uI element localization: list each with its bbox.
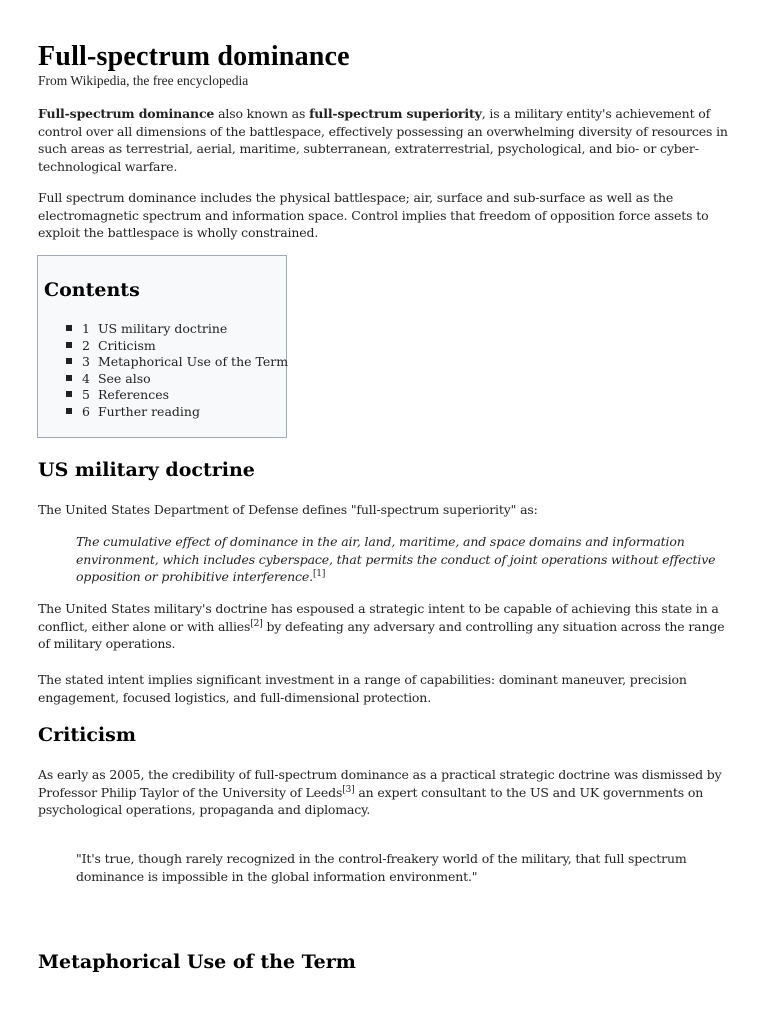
citation-link[interactable]: [3] — [342, 784, 355, 795]
toc-item-number: 1 — [82, 321, 90, 336]
intro-term2-bold: full-spectrum superiority — [309, 106, 482, 121]
toc-item-number: 5 — [82, 387, 90, 403]
section-heading-metaphorical-use: Metaphorical Use of the Term — [38, 951, 356, 973]
dod-definition-quote — [76, 533, 716, 586]
intro-paragraph — [38, 105, 738, 175]
toc-item-label[interactable]: Further reading — [97, 403, 200, 419]
toc-item[interactable] — [66, 321, 288, 338]
toc-item-number: 4 — [82, 370, 90, 386]
toc-item-label[interactable]: Metaphorical Use of the Term — [97, 354, 289, 370]
toc-title: Contents — [44, 279, 140, 301]
section-heading-criticism: Criticism — [38, 724, 136, 746]
doctrine-lead: The United States Department of Defense defines "full-spectrum superiority" as: — [38, 502, 538, 517]
bullet-icon — [66, 408, 72, 414]
doctrine-paragraph — [38, 600, 738, 653]
bullet-icon — [66, 391, 72, 397]
bullet-icon — [66, 325, 72, 331]
table-of-contents — [37, 255, 287, 438]
bullet-icon — [66, 358, 72, 364]
intro-term-bold: Full-spectrum dominance — [38, 106, 215, 121]
toc-item-label[interactable]: References — [97, 387, 170, 403]
toc-item[interactable] — [66, 354, 288, 371]
bullet-icon — [66, 342, 72, 348]
doctrine-text: The United States military's doctrine has espoused a strategic intent to be capable of achieving this state in a conflict, either alone or with allies — [38, 601, 719, 634]
toc-item[interactable] — [66, 387, 288, 404]
criticism-text-rest: an expert consultant to the US and UK governments on psychological operations, propaganda and diplomacy. — [38, 784, 704, 817]
page-subtitle: From Wikipedia, the free encyclopedia — [38, 73, 249, 88]
intro-text-rest: , is a military entity's achievement of control over all dimensions of the battlespace, effectively possessing an overwhelming diversity of resources in such areas as terrestrial, aerial, maritime, subterranean, extraterrestrial, psychological, and bio- or cyber-technological warfare. — [38, 106, 728, 174]
bullet-icon — [66, 375, 72, 381]
toc-item-number: 6 — [82, 403, 90, 419]
toc-item-number: 2 — [82, 337, 90, 353]
paragraph-battlespace: Full spectrum dominance includes the physical battlespace; air, surface and sub-surface as well as the electromagnetic spectrum and information space. Control implies that freedom of opposition force assets to exploit the battlespace is wholly constrained. — [38, 190, 709, 240]
criticism-paragraph — [38, 766, 738, 819]
citation-link[interactable]: [2] — [250, 618, 263, 629]
toc-item-label[interactable]: See also — [97, 370, 151, 386]
toc-item[interactable] — [66, 338, 288, 355]
citation-link[interactable]: [1] — [312, 568, 326, 579]
toc-item[interactable] — [66, 404, 288, 421]
toc-item-number: 3 — [82, 354, 90, 370]
section-heading-us-military-doctrine: US military doctrine — [38, 459, 255, 481]
capabilities-paragraph: The stated intent implies significant investment in a range of capabilities: dominant maneuver, precision engagement, focused logistics, and full-dimensional protection. — [38, 672, 687, 705]
intro-text: also known as — [214, 106, 310, 121]
page-title: Full-spectrum dominance — [38, 41, 350, 72]
criticism-text: As early as 2005, the credibility of full-spectrum dominance as a practical strategic doctrine was dismissed by Professor Philip Taylor of the University of Leeds — [38, 767, 722, 800]
taylor-quote: "It's true, though rarely recognized in the control-freakery world of the military, that full spectrum dominance is impossible in the global information environment." — [76, 851, 687, 884]
toc-item[interactable] — [66, 371, 288, 388]
toc-item-label[interactable]: US military doctrine — [97, 321, 228, 336]
toc-item-label[interactable]: Criticism — [97, 337, 156, 353]
toc-list — [66, 321, 288, 421]
doctrine-text-rest: by defeating any adversary and controlling any situation across the range of military operations. — [38, 618, 725, 651]
quote-text: The cumulative effect of dominance in the air, land, maritime, and space domains and information environment, which includes cyberspace, that permits the conduct of joint operations without effective opposition or prohibitive interference. — [76, 534, 716, 584]
